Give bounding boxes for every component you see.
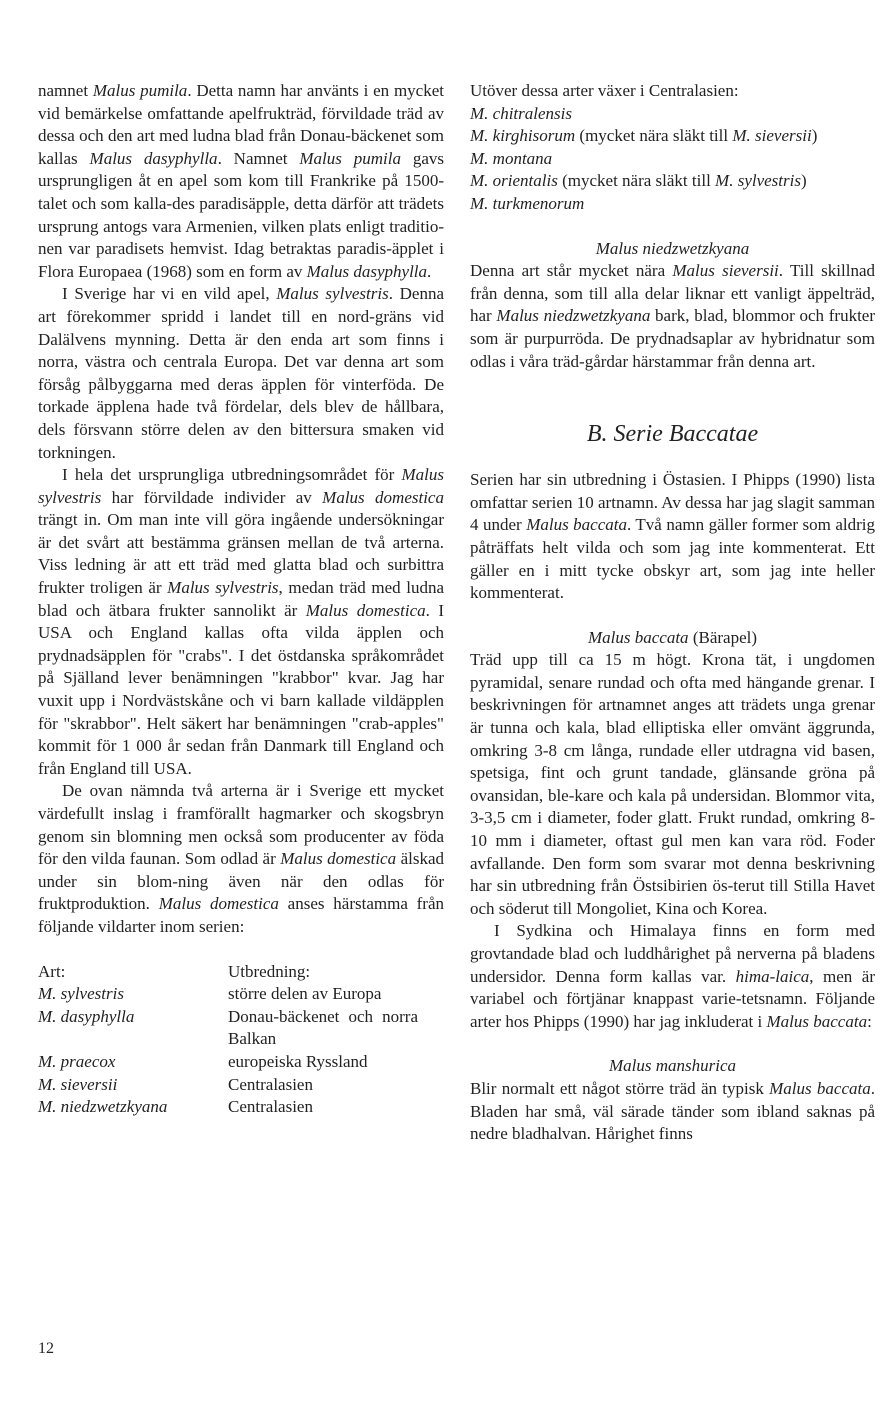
list-item: M. kirghisorum (mycket nära släkt till M. sieversii) xyxy=(470,126,818,146)
table-cell-utbredning: större delen av Europa xyxy=(228,984,382,1004)
paragraph-baccata-himalaica: I Sydkina och Himalaya finns en form med grovtandade blad och luddhårighet på nerverna på bladens undersidor. Denna form kallas var. hima-laica, men är variabel och förtjänar knappast varie-tetsnamn. Följande arter hos Phipps (1990) har jag inkluderat i Malus baccata: xyxy=(470,921,875,1031)
heading-serie-baccatae: B. Serie Baccatae xyxy=(586,421,759,448)
left-column xyxy=(38,80,444,1119)
table-row xyxy=(38,1074,418,1097)
heading-malus-manshurica: Malus manshurica xyxy=(608,1056,737,1076)
table-cell-art: M. praecox xyxy=(38,1051,116,1071)
paragraph-hybrid-range: I hela det ursprungliga utbredningsområdet för Malus sylvestris har förvildade individer av Malus domestica trängt in. Om man inte vill göra ingående undersökningar är det svårt att bestämma gränsen mellan de två arterna. Viss ledning är att ett träd med glatta blad och surbittra frukter troligen är Malus sylvestris, medan träd med ludna blad och ätbara frukter sannolikt är Malus domestica. I USA och England kallas ofta vilda äpplen och prydnadsäpplen för "crabs". I det östdanska språkområdet på Själland lever benämningen "krabbor" kvar. Jag har vuxit upp i Nordvästskåne och vi barn kallade vildäpplen för "skrabbor". Helt säkert har benämningen "crab-apples" kommit för 1 000 år sedan från Danmark till England och från England till USA. xyxy=(38,465,444,778)
table-cell-utbredning: Donau-bäckenet och norra Balkan xyxy=(228,1006,418,1049)
table-cell-art: M. sylvestris xyxy=(38,984,124,1004)
paragraph-malus-sylvestris: I Sverige har vi en vild apel, Malus sylvestris. Denna art förekommer spridd i landet till en nord-gräns vid Dalälvens mynning. Detta är den enda art som finns i norra, västra och centrala Europa. Det var denna art som försåg pålbyggarna med deras äpplen för vinterföda. De torkade äpplena hade två fördelar, dels blev de hållbara, dels försvann större delen av den bittersura smaken vid torkningen. xyxy=(38,284,444,462)
list-item: M. orientalis (mycket nära släkt till M. sylvestris) xyxy=(470,171,807,191)
table-header-utbredning: Utbredning: xyxy=(228,961,311,981)
table-cell-art: M. sieversii xyxy=(38,1074,118,1094)
heading-malus-baccata: Malus baccata (Bärapel) xyxy=(587,627,757,647)
list-item: M. chitralensis xyxy=(470,103,572,123)
species-distribution-table xyxy=(38,961,418,1119)
table-row xyxy=(38,1051,418,1074)
table-row xyxy=(38,1096,418,1119)
paragraph-serie-baccatae: Serien har sin utbredning i Östasien. I Phipps (1990) lista omfattar serien 10 artnamn. Av dessa har jag slagit samman 4 under Malus baccata. Två namn gäller former som aldrig påträffats helt vilda och som jag inte kommenterat. Ett gäller en i mitt tycke obskyr art, som jag inte heller kommenterat. xyxy=(470,470,875,603)
table-cell-utbredning: Centralasien xyxy=(228,1097,313,1117)
table-header-art: Art: xyxy=(38,961,66,981)
table-row xyxy=(38,983,418,1006)
paragraph-manshurica: Blir normalt ett något större träd än typisk Malus baccata. Bladen har små, väl särade tänder som ibland saknas på nedre bladhalvan. Hårighet finns xyxy=(470,1078,875,1144)
heading-malus-niedzwetzkyana: Malus niedzwetzkyana xyxy=(595,238,750,258)
table-header-row xyxy=(38,961,418,984)
central-asia-species-list xyxy=(470,103,875,216)
paragraph-malus-pumila: namnet Malus pumila. Detta namn har använts i en mycket vid bemärkelse omfattande apelfrukträd, förvildade träd av dessa och den art med ludna blad från Donau-bäckenet som kallas Malus dasyphylla. Namnet Malus pumila gavs ursprungligen åt en apel som kom till Frankrike på 1500-talet och som kalla-des paradisäpple, detta därför att trädets ursprung antogs vara Armenien, vilken plats enligt traditio-nen var paradisets hemvist. Idag betraktas paradis-äpplet i Flora Europaea (1968) som en form av Malus dasyphylla. xyxy=(38,81,444,281)
paragraph-domestica-origin: De ovan nämnda två arterna är i Sverige ett mycket värdefullt inslag i framförallt hagmarker och skogsbryn genom sin blomning men också som producenter av föda för den vilda faunan. Som odlad är Malus domestica älskad under sin blom-ning även när den odlas för fruktproduktion. Malus domestica anses härstamma från följande vildarter inom serien: xyxy=(38,781,445,936)
list-item: M. turkmenorum xyxy=(470,193,585,213)
table-cell-art: M. niedzwetzkyana xyxy=(38,1097,168,1117)
paragraph-baccata-description: Träd upp till ca 15 m högt. Krona tät, i ungdomen pyramidal, senare rundad och ofta med hängande grenar. I beskrivningen för artnamnet anges att trädets unga grenar är tunna och kala, blad elliptiska eller omvänt äggrunda, omkring 3-8 cm långa, rundade eller utdragna vid basen, spetsiga, fint och grunt tandade, glänsande gröna på ovansidan, ble-kare och kala på undersidan. Blommor vita, 3-3,5 cm i diameter, foder glatt. Frukt rundad, omkring 8-10 mm i diameter, oftast gul men kan vara röd. Foder avfallande. Den form som svarar mot denna beskrivning har sin utbredning från Östsibirien ös-terut till Stilla Havet och söderut till Mongoliet, Kina och Korea. xyxy=(470,650,875,918)
table-cell-utbredning: Centralasien xyxy=(228,1074,313,1094)
table-row xyxy=(38,1006,418,1051)
page-number: 12 xyxy=(38,1340,54,1357)
table-cell-art: M. dasyphylla xyxy=(38,1006,135,1026)
list-item: M. montana xyxy=(470,148,553,168)
right-column xyxy=(470,80,875,1146)
intro-central-asia: Utöver dessa arter växer i Centralasien: xyxy=(470,81,739,100)
table-cell-utbredning: europeiska Ryssland xyxy=(228,1051,368,1071)
paragraph-niedzwetzkyana: Denna art står mycket nära Malus sieversii. Till skillnad från denna, som till alla delar liknar ett vanligt äppelträd, har Malus niedzwetzkyana bark, blad, blommor och frukter som är purpurröda. De prydnadsaplar av hybridnatur som odlas i våra träd-gårdar härstammar från denna art. xyxy=(470,261,876,371)
